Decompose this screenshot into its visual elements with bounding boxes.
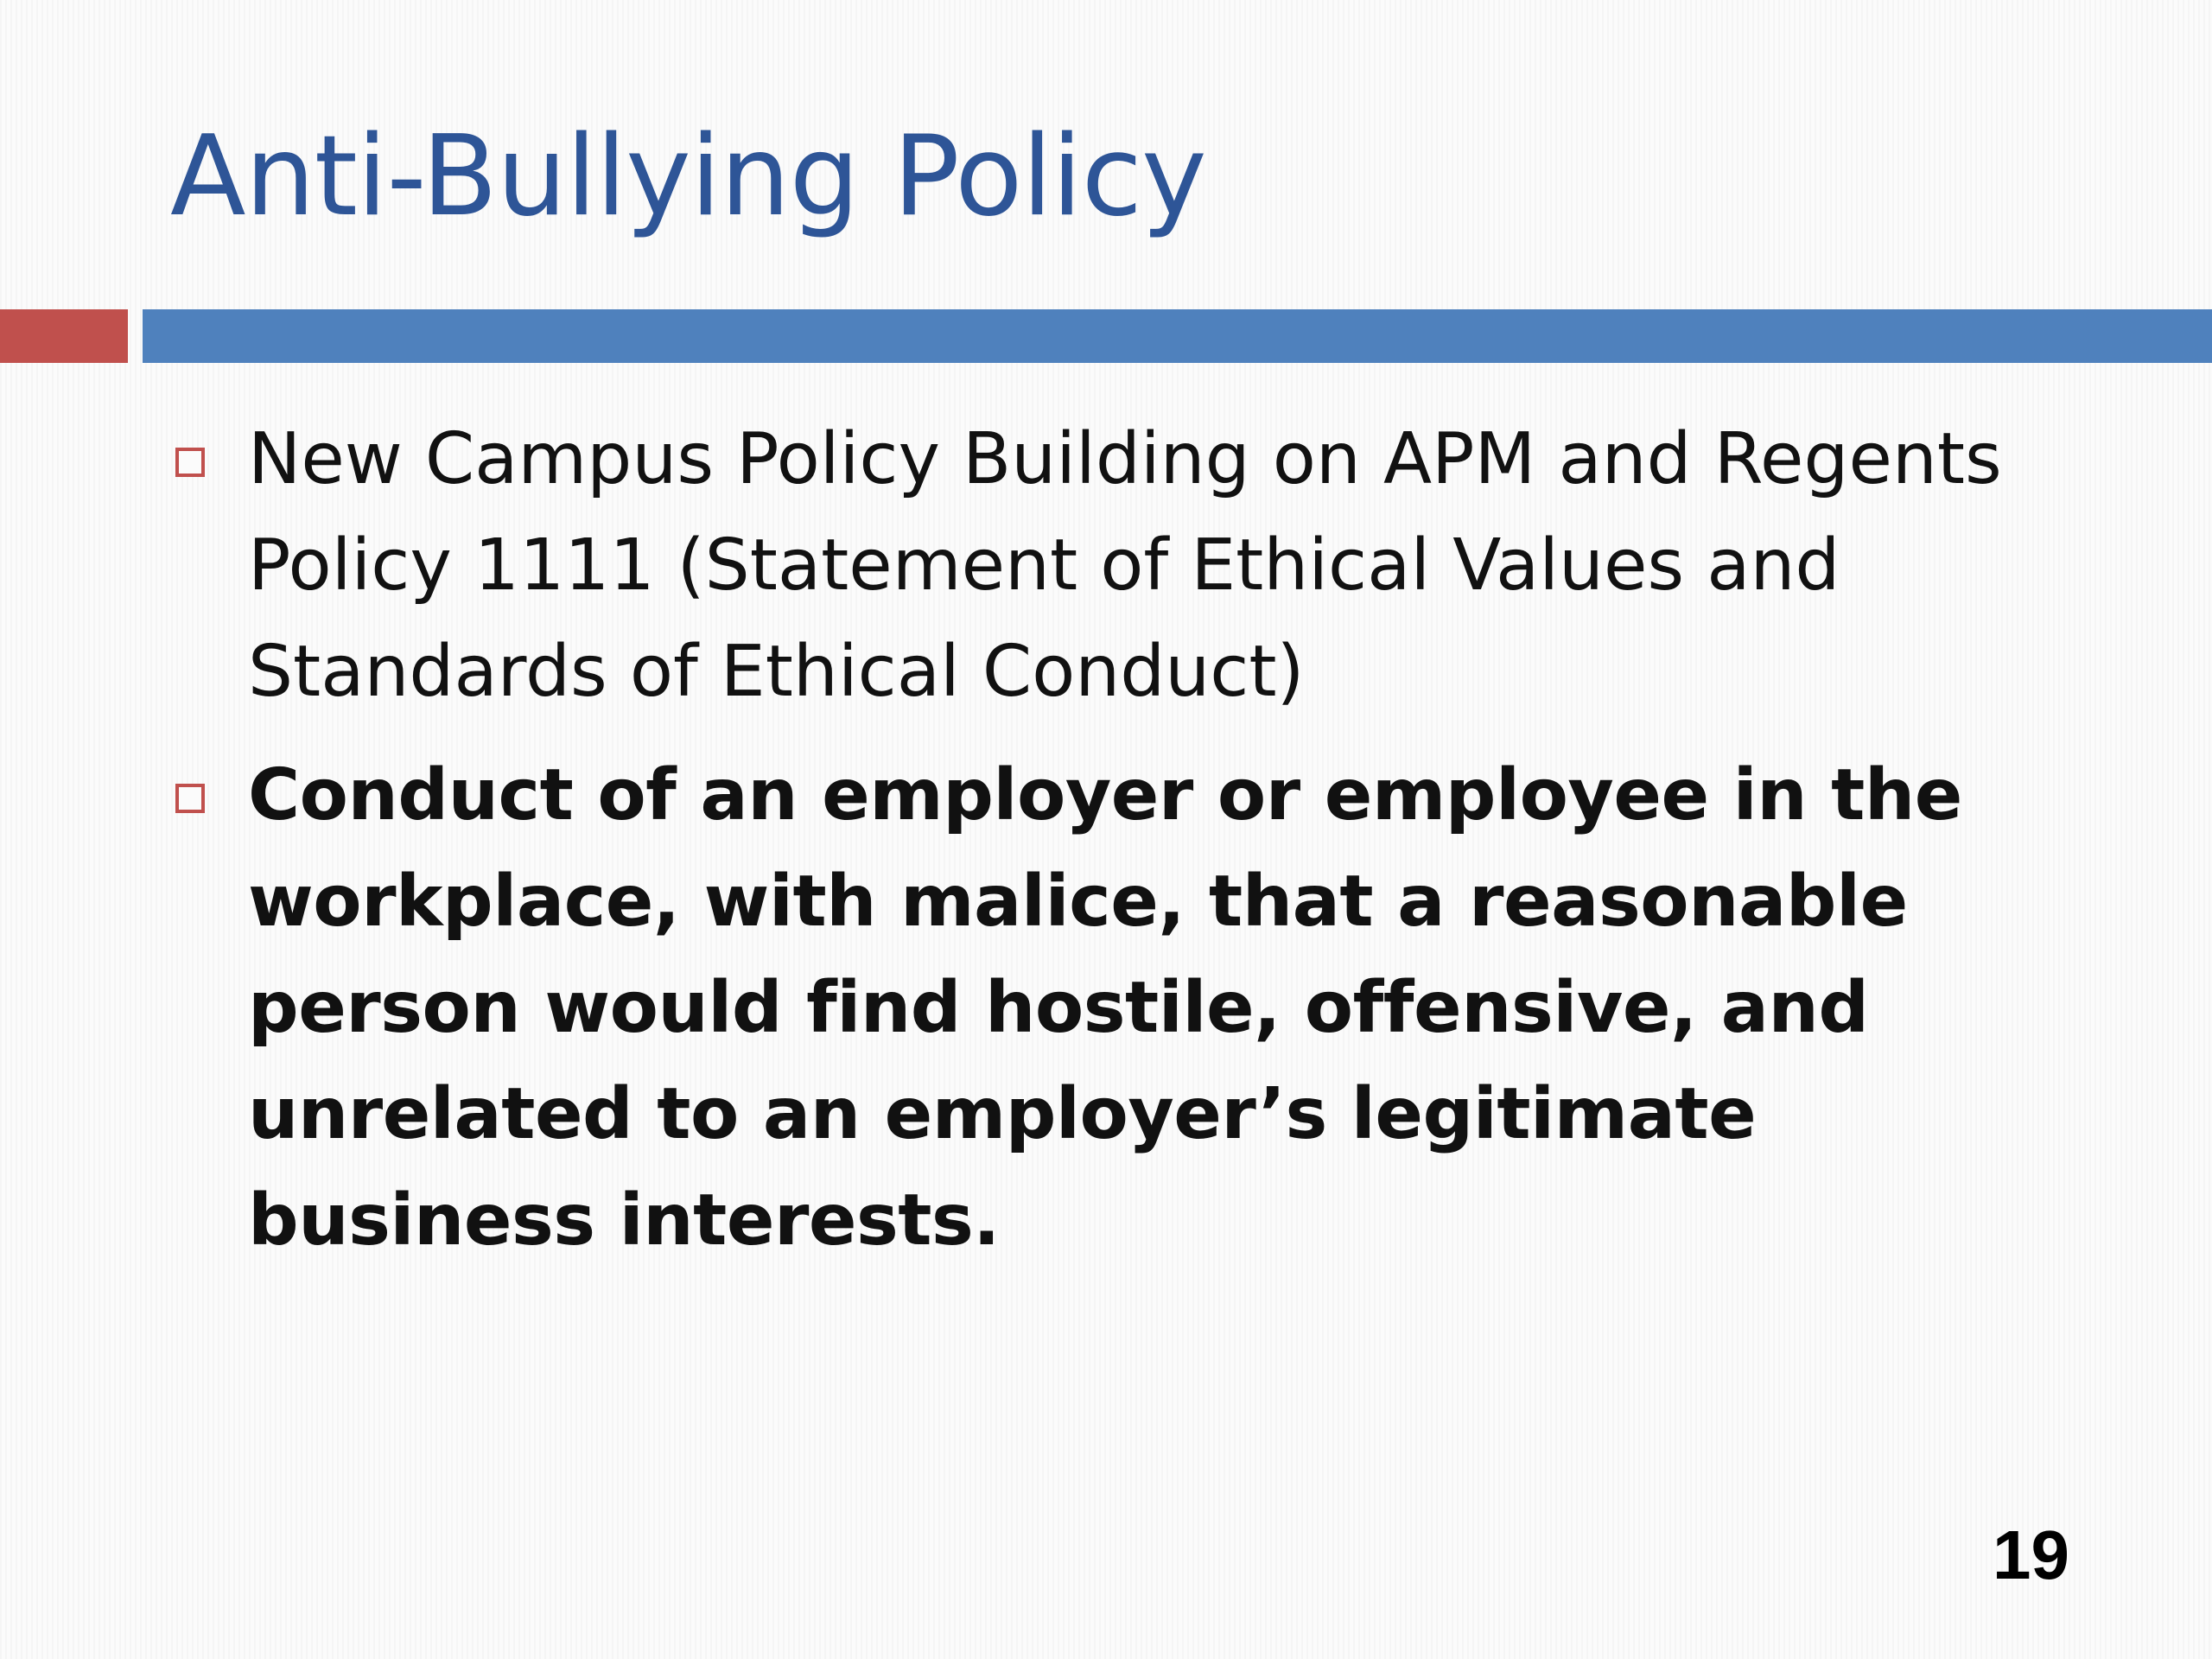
bullet-item [170, 406, 2123, 725]
bullet-item [170, 742, 2123, 1274]
page-number: 19 [1993, 1516, 2069, 1593]
hollow-square-bullet-icon [175, 784, 205, 813]
slide-title: Anti-Bullying Policy [170, 112, 1206, 241]
bullet-list [170, 406, 2123, 1274]
hollow-square-bullet-icon [175, 448, 205, 477]
accent-bar-blue [143, 309, 2212, 363]
bullet-text: Conduct of an employer or employee in the workplace, with malice, that a reasonable person would find hostile, offensive, and unrelated to an employer’s legitimate business interests. [248, 754, 1962, 1262]
accent-bar-red [0, 309, 128, 363]
bullet-text: New Campus Policy Building on APM and Regents Policy 1111 (Statement of Ethical Values and Standards of Ethical Conduct) [248, 418, 2002, 713]
